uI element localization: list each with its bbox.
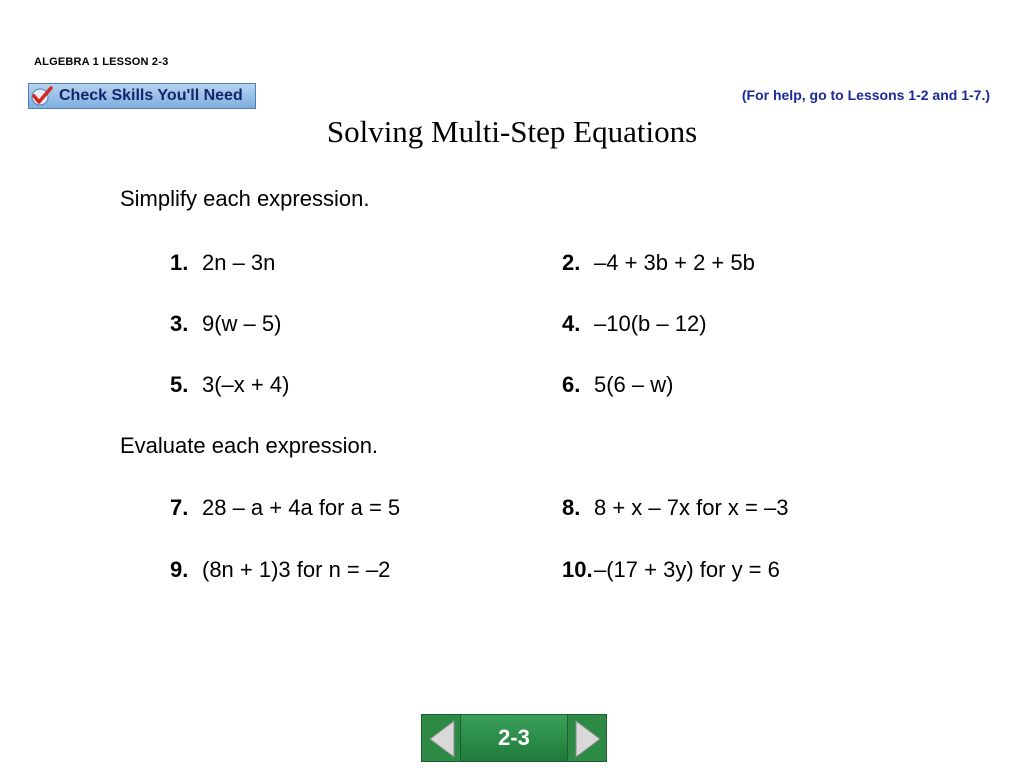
left-arrow-icon — [422, 715, 462, 763]
instruction-evaluate: Evaluate each expression. — [120, 433, 379, 458]
problem-expression: 3(–x + 4) — [202, 372, 290, 397]
problem-4 — [562, 311, 707, 337]
problem-expression: –(17 + 3y) for y = 6 — [594, 557, 780, 582]
previous-button[interactable] — [421, 714, 461, 762]
lesson-number: 2-3 — [498, 725, 530, 750]
problem-number: 6. — [562, 372, 581, 397]
problem-number: 10. — [562, 557, 593, 582]
problem-5 — [170, 372, 289, 398]
problem-number: 8. — [562, 495, 581, 520]
problem-expression: 2n – 3n — [202, 250, 276, 275]
problem-expression: (8n + 1)3 for n = –2 — [202, 557, 391, 582]
problem-expression: –10(b – 12) — [594, 311, 707, 336]
instruction-simplify: Simplify each expression. — [120, 186, 370, 211]
right-arrow-icon — [568, 715, 608, 763]
problem-7 — [170, 495, 400, 521]
page-title: Solving Multi-Step Equations — [326, 114, 698, 149]
lesson-nav-bar — [421, 714, 607, 762]
next-button[interactable] — [567, 714, 607, 762]
problem-6 — [562, 372, 673, 398]
problem-expression: 9(w – 5) — [202, 311, 282, 336]
lesson-number-badge — [461, 714, 567, 762]
problem-number: 9. — [170, 557, 189, 582]
problem-8 — [562, 495, 788, 521]
problem-10 — [562, 557, 780, 583]
problem-expression: 8 + x – 7x for x = –3 — [594, 495, 789, 520]
banner-text: Check Skills You'll Need — [59, 87, 243, 104]
problem-number: 2. — [562, 250, 581, 275]
check-skills-banner — [28, 83, 256, 109]
problem-number: 1. — [170, 250, 189, 275]
problem-number: 5. — [170, 372, 189, 397]
problem-number: 3. — [170, 311, 189, 336]
lesson-label: ALGEBRA 1 LESSON 2-3 — [34, 56, 169, 68]
problem-number: 7. — [170, 495, 189, 520]
problem-expression: 5(6 – w) — [594, 372, 674, 397]
problem-expression: –4 + 3b + 2 + 5b — [594, 250, 755, 275]
problem-3 — [170, 311, 281, 337]
help-note: (For help, go to Lessons 1-2 and 1-7.) — [741, 87, 990, 103]
problem-1 — [170, 250, 275, 276]
problem-9 — [170, 557, 390, 583]
problem-expression: 28 – a + 4a for a = 5 — [202, 495, 401, 520]
checkmark-icon — [29, 83, 55, 109]
problem-number: 4. — [562, 311, 581, 336]
problem-2 — [562, 250, 755, 276]
